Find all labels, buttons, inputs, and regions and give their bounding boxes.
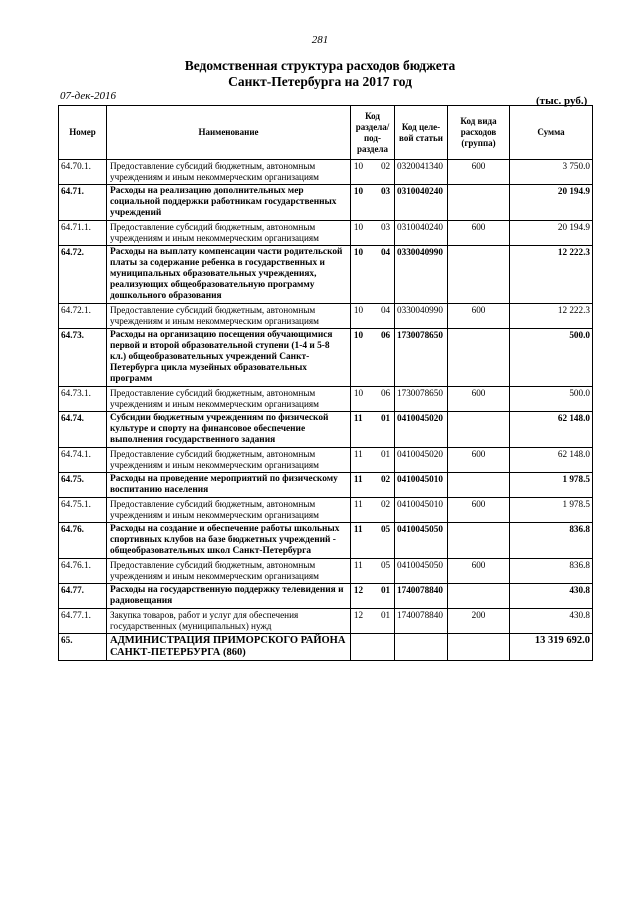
row-number: 64.74.1. (59, 448, 107, 473)
row-expense-type: 600 (448, 221, 510, 246)
row-subsection-code: 06 (380, 330, 391, 340)
row-name: Субсидии бюджетным учреждениям по физической культуре и спорту на финансовое обеспечение выполнения государственного задания (107, 412, 351, 448)
row-section-code: 10 (353, 330, 364, 340)
units-label: (тыс. руб.) (536, 95, 588, 107)
row-subsection-code: 01 (380, 610, 391, 620)
title-line-1: Ведомственная структура расходов бюджета (184, 58, 456, 73)
row-number: 64.77.1. (59, 609, 107, 634)
row-number: 65. (59, 634, 107, 661)
row-expense-type (448, 246, 510, 304)
row-number: 64.75.1. (59, 498, 107, 523)
row-expense-type (448, 329, 510, 387)
row-target-code: 0410045020 (395, 412, 448, 448)
row-amount: 12 222.3 (510, 246, 593, 304)
row-expense-type: 600 (448, 387, 510, 412)
row-amount: 500.0 (510, 329, 593, 387)
row-section (351, 498, 395, 523)
row-name: Предоставление субсидий бюджетным, автономным учреждениям и иным некоммерческим организациям (107, 304, 351, 329)
row-amount: 13 319 692.0 (510, 634, 593, 661)
row-amount: 430.8 (510, 584, 593, 609)
row-target-code: 0410045050 (395, 523, 448, 559)
table-row (59, 498, 593, 523)
document-title (0, 58, 640, 90)
row-name: Предоставление субсидий бюджетным, автономным учреждениям и иным некоммерческим организациям (107, 498, 351, 523)
table-row (59, 160, 593, 185)
row-section-code: 12 (353, 610, 364, 620)
row-subsection-code: 04 (380, 305, 391, 315)
row-subsection-code: 04 (380, 247, 391, 257)
row-number: 64.76.1. (59, 559, 107, 584)
row-target-code: 1730078650 (395, 387, 448, 412)
row-expense-type: 600 (448, 559, 510, 584)
row-amount: 12 222.3 (510, 304, 593, 329)
row-expense-type (448, 473, 510, 498)
row-subsection-code: 03 (380, 222, 391, 232)
row-number: 64.72.1. (59, 304, 107, 329)
row-subsection-code: 05 (380, 560, 391, 570)
row-subsection-code: 01 (380, 413, 391, 423)
row-name: Предоставление субсидий бюджетным, автономным учреждениям и иным некоммерческим организациям (107, 448, 351, 473)
row-expense-type (448, 634, 510, 661)
row-name: Предоставление субсидий бюджетным, автономным учреждениям и иным некоммерческим организациям (107, 559, 351, 584)
row-amount: 3 750.0 (510, 160, 593, 185)
row-section-code: 10 (353, 247, 364, 257)
row-section (351, 304, 395, 329)
row-section (351, 584, 395, 609)
row-section-code: 11 (353, 413, 363, 423)
row-target-code: 0320041340 (395, 160, 448, 185)
row-name: Расходы на выплату компенсации части родительской платы за содержание ребенка в государственных и муниципальных образовательных учреждениях, реализующих общеобразовательную программу дошкольного образования (107, 246, 351, 304)
table-row (59, 221, 593, 246)
table-row (59, 412, 593, 448)
row-target-code: 0410045020 (395, 448, 448, 473)
row-name: Предоставление субсидий бюджетным, автономным учреждениям и иным некоммерческим организациям (107, 387, 351, 412)
row-amount: 1 978.5 (510, 473, 593, 498)
row-section (351, 246, 395, 304)
row-name: АДМИНИСТРАЦИЯ ПРИМОРСКОГО РАЙОНА САНКТ-ПЕТЕРБУРГА (860) (107, 634, 351, 661)
col-expense-type-header: Код вида расходов (группа) (448, 106, 510, 160)
row-number: 64.71.1. (59, 221, 107, 246)
budget-table (58, 105, 593, 661)
row-target-code: 0310040240 (395, 221, 448, 246)
row-subsection-code: 02 (380, 499, 391, 509)
row-number: 64.74. (59, 412, 107, 448)
row-expense-type (448, 584, 510, 609)
table-row (59, 634, 593, 661)
row-amount: 62 148.0 (510, 448, 593, 473)
row-expense-type (448, 523, 510, 559)
row-amount: 500.0 (510, 387, 593, 412)
row-section-code: 11 (353, 560, 363, 570)
row-target-code (395, 634, 448, 661)
row-number: 64.77. (59, 584, 107, 609)
row-subsection-code: 02 (380, 474, 391, 484)
row-number: 64.70.1. (59, 160, 107, 185)
row-target-code: 0330040990 (395, 246, 448, 304)
row-expense-type: 600 (448, 498, 510, 523)
title-line-2: Санкт-Петербурга на 2017 год (228, 74, 412, 89)
table-row (59, 473, 593, 498)
row-name: Закупка товаров, работ и услуг для обеспечения государственных (муниципальных) нужд (107, 609, 351, 634)
row-amount: 1 978.5 (510, 498, 593, 523)
row-amount: 430.8 (510, 609, 593, 634)
document-date: 07-дек-2016 (60, 90, 117, 102)
table-row (59, 185, 593, 221)
row-section-code: 11 (353, 449, 363, 459)
row-subsection-code: 01 (380, 449, 391, 459)
row-expense-type (448, 412, 510, 448)
table-row (59, 523, 593, 559)
row-name: Расходы на организацию посещения обучающимися первой и второй образовательной ступени (1-4 и 5-8 кл.) общеобразовательных учреждений Санкт-Петербурга цикла музейных образовательных программ (107, 329, 351, 387)
row-expense-type: 600 (448, 448, 510, 473)
row-section-code: 11 (353, 524, 363, 534)
row-subsection-code: 05 (380, 524, 391, 534)
row-number: 64.73.1. (59, 387, 107, 412)
row-subsection-code: 02 (380, 161, 391, 171)
row-section-code: 11 (353, 499, 363, 509)
row-number: 64.71. (59, 185, 107, 221)
table-row (59, 584, 593, 609)
col-section-header: Код раздела/ под- раздела (351, 106, 395, 160)
page-number: 281 (311, 34, 329, 46)
table-row (59, 246, 593, 304)
row-subsection-code: 01 (380, 585, 391, 595)
row-target-code: 0410045050 (395, 559, 448, 584)
row-subsection-code: 06 (380, 388, 391, 398)
row-target-code: 1730078650 (395, 329, 448, 387)
row-section (351, 329, 395, 387)
row-expense-type (448, 185, 510, 221)
table-row (59, 304, 593, 329)
row-name: Предоставление субсидий бюджетным, автономным учреждениям и иным некоммерческим организациям (107, 221, 351, 246)
row-section-code: 10 (353, 222, 364, 232)
row-section (351, 160, 395, 185)
col-number-header: Номер (59, 106, 107, 160)
row-section-code: 10 (353, 305, 364, 315)
row-section (351, 448, 395, 473)
row-section-code: 10 (353, 388, 364, 398)
row-section (351, 412, 395, 448)
row-amount: 62 148.0 (510, 412, 593, 448)
row-subsection-code: 03 (380, 186, 391, 196)
col-target-header: Код целе- вой статьи (395, 106, 448, 160)
row-section (351, 473, 395, 498)
row-expense-type: 600 (448, 160, 510, 185)
col-name-header: Наименование (107, 106, 351, 160)
row-section-code: 10 (353, 186, 364, 196)
row-expense-type: 200 (448, 609, 510, 634)
row-number: 64.72. (59, 246, 107, 304)
row-section (351, 387, 395, 412)
row-amount: 20 194.9 (510, 221, 593, 246)
table-header-row (59, 106, 593, 160)
row-section (351, 221, 395, 246)
row-amount: 836.8 (510, 559, 593, 584)
row-target-code: 0410045010 (395, 498, 448, 523)
row-amount: 20 194.9 (510, 185, 593, 221)
row-target-code: 0310040240 (395, 185, 448, 221)
row-number: 64.73. (59, 329, 107, 387)
row-target-code: 1740078840 (395, 584, 448, 609)
row-section (351, 634, 395, 661)
row-number: 64.76. (59, 523, 107, 559)
row-section (351, 609, 395, 634)
row-section-code: 12 (353, 585, 364, 595)
row-name: Предоставление субсидий бюджетным, автономным учреждениям и иным некоммерческим организациям (107, 160, 351, 185)
row-target-code: 1740078840 (395, 609, 448, 634)
row-section (351, 523, 395, 559)
row-target-code: 0330040990 (395, 304, 448, 329)
row-number: 64.75. (59, 473, 107, 498)
row-expense-type: 600 (448, 304, 510, 329)
row-amount: 836.8 (510, 523, 593, 559)
row-name: Расходы на реализацию дополнительных мер социальной поддержки работникам государственных учреждений (107, 185, 351, 221)
col-amount-header: Сумма (510, 106, 593, 160)
table-row (59, 609, 593, 634)
table-row (59, 329, 593, 387)
row-target-code: 0410045010 (395, 473, 448, 498)
table-row (59, 559, 593, 584)
row-section (351, 185, 395, 221)
row-section-code: 11 (353, 474, 363, 484)
table-row (59, 448, 593, 473)
row-name: Расходы на государственную поддержку телевидения и радиовещания (107, 584, 351, 609)
row-section (351, 559, 395, 584)
table-row (59, 387, 593, 412)
row-section-code: 10 (353, 161, 364, 171)
row-name: Расходы на создание и обеспечение работы школьных спортивных клубов на базе бюджетных учреждений - общеобразовательных школ Санкт-Петербурга (107, 523, 351, 559)
row-name: Расходы на проведение мероприятий по физическому воспитанию населения (107, 473, 351, 498)
